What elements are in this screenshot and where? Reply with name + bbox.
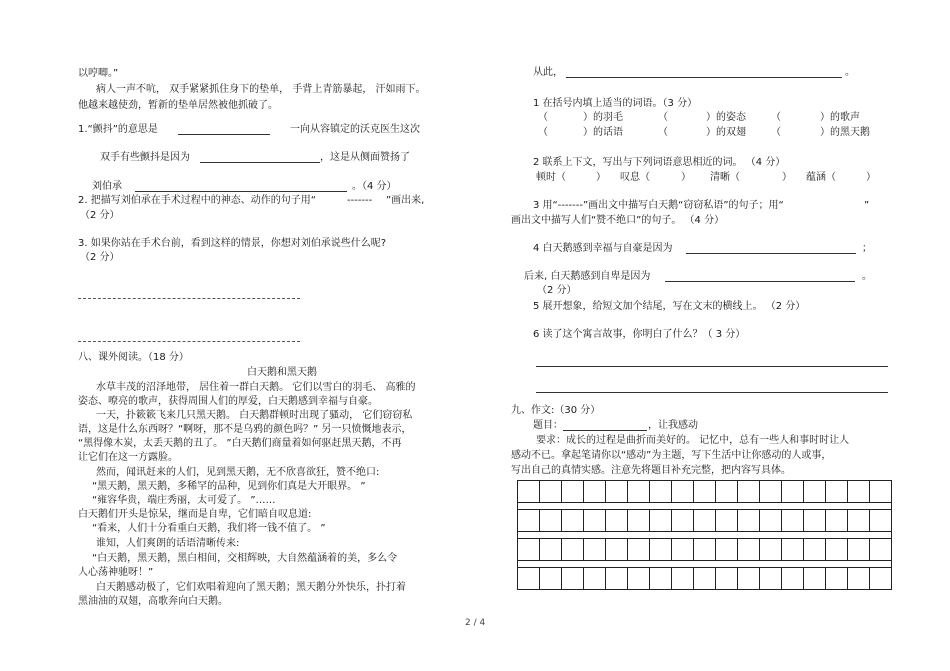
grid-cell[interactable] <box>562 510 584 532</box>
grid-cell[interactable] <box>584 568 606 590</box>
grid-row-gap <box>518 503 892 510</box>
paren: （ <box>771 127 781 138</box>
grid-cell[interactable] <box>760 539 782 561</box>
grid-cell[interactable] <box>826 568 848 590</box>
paren: ） <box>782 172 792 183</box>
grid-cell[interactable] <box>540 568 562 590</box>
grid-cell[interactable] <box>782 568 804 590</box>
fill-item: ）的姿态 <box>706 112 746 123</box>
question-1-score: 。（4 分） <box>352 181 397 192</box>
paren: （ <box>538 112 548 123</box>
grid-cell[interactable] <box>584 481 606 503</box>
grid-cell[interactable] <box>694 539 716 561</box>
fill-item: ）的双翅 <box>706 127 746 138</box>
grid-cell[interactable] <box>870 539 892 561</box>
grid-cell[interactable] <box>672 568 694 590</box>
section-9-heading: 九、作文:（30 分） <box>511 405 601 416</box>
grid-cell[interactable] <box>738 539 760 561</box>
grid-cell[interactable] <box>540 539 562 561</box>
word-item: 顿时（ <box>536 172 566 183</box>
fill-item: ）的歌声 <box>820 112 860 123</box>
grid-cell[interactable] <box>628 539 650 561</box>
grid-cell[interactable] <box>540 510 562 532</box>
essay-topic: 题目： <box>533 420 563 431</box>
grid-cell[interactable] <box>606 510 628 532</box>
answer-blank[interactable] <box>686 253 856 254</box>
grid-cell[interactable] <box>848 539 870 561</box>
answer-line[interactable] <box>78 341 300 342</box>
grid-row-gap <box>518 561 892 568</box>
passage-line: “黑天鹅，黑天鹅，多稀罕的品种，见到你们真是大开眼界。 ” <box>92 481 366 492</box>
composition-grid[interactable] <box>517 480 892 590</box>
word-item: 清晰（ <box>710 172 740 183</box>
grid-row <box>518 539 892 561</box>
essay-requirement: 感动不已。拿起笔请你以“感动”为主题，写下生活中让你感动的人或事， <box>511 450 832 461</box>
question-4-score: （2 分） <box>537 285 577 296</box>
essay-requirement: 要求：成长的过程是曲折而美好的。 记忆中，总有一些人和事时时让人 <box>536 435 850 446</box>
answer-blank[interactable] <box>200 162 320 163</box>
grid-cell[interactable] <box>628 510 650 532</box>
grid-cell[interactable] <box>694 481 716 503</box>
passage-line: 让它们在这一方露脸。 <box>78 452 178 463</box>
fill-item: ）的羽毛 <box>583 112 623 123</box>
passage-line: 水草丰茂的沼泽地带， 居住着一群白天鹅。 它们以雪白的羽毛、 高雅的 <box>96 382 416 393</box>
question-4-text: 后来, 白天鹅感到自卑是因为 <box>524 271 651 282</box>
word-item: 蕴涵（ <box>806 172 836 183</box>
passage-line: “白天鹅，黑天鹅，黑白相间，交相辉映，大自然蕴涵着的美，多么令 <box>92 553 398 564</box>
grid-cell[interactable] <box>738 510 760 532</box>
grid-cell[interactable] <box>584 510 606 532</box>
grid-cell[interactable] <box>760 568 782 590</box>
passage-line: 白天鹅感动极了，它们欢唱着迎向了黑天鹅；黑天鹅分外快乐，扑打着 <box>96 582 406 593</box>
grid-cell[interactable] <box>826 481 848 503</box>
grid-cell[interactable] <box>694 568 716 590</box>
paren: ） <box>596 172 606 183</box>
question-6-text: 6 读了这个寓言故事，你明白了什么？（ 3 分） <box>533 329 746 340</box>
grid-cell[interactable] <box>606 481 628 503</box>
grid-cell[interactable] <box>804 510 826 532</box>
question-4-text: 。 <box>862 271 872 282</box>
question-3-text: 画出文中描写人们“赞不绝口”的句子。 （4 分） <box>511 215 725 226</box>
question-1-text: 刘伯承 <box>92 181 122 192</box>
grid-cell[interactable] <box>782 539 804 561</box>
grid-cell[interactable] <box>782 510 804 532</box>
grid-row <box>518 510 892 532</box>
essay-requirement: 写出自己的真情实感。注意先将题目补充完整，把内容写具体。 <box>511 465 791 476</box>
grid-cell[interactable] <box>826 510 848 532</box>
grid-cell[interactable] <box>804 568 826 590</box>
question-1-text: 1.“颤抖”的意思是 <box>78 124 158 135</box>
answer-line[interactable] <box>536 392 888 393</box>
essay-topic: ，让我感动 <box>648 420 698 431</box>
answer-line[interactable] <box>78 298 300 299</box>
passage-line: “黑得像木炭，太丢天鹅的丑了。 ”白天鹅们商量着如何驱赶黑天鹅，不再 <box>78 438 402 449</box>
grid-cell[interactable] <box>518 539 540 561</box>
question-2-score: （2 分） <box>80 210 120 221</box>
answer-line[interactable] <box>536 366 888 367</box>
grid-cell[interactable] <box>540 481 562 503</box>
grid-cell[interactable] <box>628 481 650 503</box>
passage-line: 一天，扑簌簌飞来几只黑天鹅。 白天鹅群顿时出现了骚动， 它们窃窃私 <box>96 410 413 421</box>
grid-cell[interactable] <box>672 510 694 532</box>
text-line: 从此， <box>533 67 563 78</box>
grid-cell[interactable] <box>518 481 540 503</box>
text-line: 病人一声不吭， 双手紧紧抓住身下的垫单， 手背上青筋暴起， 汗如雨下。 <box>96 84 426 95</box>
passage-line: 语，这是什么东西呀？“啊呀，那不是乌鸦的颜色吗？” 另一只愤慨地表示， <box>78 424 412 435</box>
grid-cell[interactable] <box>760 481 782 503</box>
grid-cell[interactable] <box>848 481 870 503</box>
question-1-text: 一向从容镇定的沃克医生这次 <box>290 124 420 135</box>
question-2-text: 2 联系上下文，写出与下列词语意思相近的词。 （4 分） <box>533 157 786 168</box>
section-8-heading: 八、课外阅读。（18 分） <box>78 352 189 363</box>
grid-cell[interactable] <box>672 481 694 503</box>
question-2-text: 2. 把描写刘伯承在手术过程中的神态、动作的句子用“ <box>78 195 316 206</box>
question-3-text: ” <box>864 200 870 211</box>
question-4-text: 4 白天鹅感到幸福与自豪是因为 <box>533 243 673 254</box>
grid-row <box>518 568 892 590</box>
grid-cell[interactable] <box>738 481 760 503</box>
question-1-text: 双手有些颤抖是因为 <box>100 152 190 163</box>
paren: （ <box>538 127 548 138</box>
grid-cell[interactable] <box>716 510 738 532</box>
passage-line: “雍容华贵，端庄秀丽，太可爱了。 ”…… <box>92 495 276 506</box>
answer-blank[interactable] <box>665 281 855 282</box>
grid-cell[interactable] <box>804 539 826 561</box>
grid-cell[interactable] <box>782 481 804 503</box>
grid-cell[interactable] <box>848 510 870 532</box>
paren: ） <box>681 172 691 183</box>
grid-row <box>518 481 892 503</box>
grid-cell[interactable] <box>562 481 584 503</box>
text-line: 以哼唧。” <box>78 68 119 79</box>
grid-cell[interactable] <box>694 510 716 532</box>
question-4-text: ； <box>862 243 872 254</box>
grid-cell[interactable] <box>716 568 738 590</box>
paren: ） <box>866 172 876 183</box>
passage-line: 姿态、嘹亮的歌声，获得周围人们的厚爱，白天鹅感到幸福与自豪。 <box>78 396 378 407</box>
grid-cell[interactable] <box>606 568 628 590</box>
question-3-text: 3 用“-------”画出文中描写白天鹅“窃窃私语”的句子；用“ <box>533 200 784 211</box>
grid-cell[interactable] <box>628 568 650 590</box>
question-1-text: ，这是从侧面赞扬了 <box>320 152 410 163</box>
text-line: 他越来越使劲，暂新的垫单居然被他抓破了。 <box>78 100 278 111</box>
passage-line: “看来，人们十分看重白天鹅，我们将一钱不值了。 ” <box>92 523 326 534</box>
question-3-score: （2 分） <box>80 252 120 263</box>
question-3-text: 3. 如果你站在手术台前，看到这样的情景，你想对刘伯承说些什么呢? <box>78 238 387 249</box>
fill-item: ）的黑天鹅 <box>820 127 870 138</box>
grid-cell[interactable] <box>804 481 826 503</box>
grid-cell[interactable] <box>848 568 870 590</box>
topic-blank[interactable] <box>563 430 647 431</box>
grid-cell[interactable] <box>870 568 892 590</box>
grid-cell[interactable] <box>760 510 782 532</box>
question-5-text: 5 展开想象，给短文加个结尾，写在文末的横线上。 （2 分） <box>533 301 806 312</box>
answer-blank[interactable] <box>178 134 270 135</box>
grid-cell[interactable] <box>650 539 672 561</box>
passage-line: 然而，闻讯赶来的人们，见到黑天鹅，无不欣喜欲狂，赞不绝口: <box>96 467 380 478</box>
paren: （ <box>658 127 668 138</box>
grid-cell[interactable] <box>826 539 848 561</box>
grid-cell[interactable] <box>518 568 540 590</box>
word-item: 叹息（ <box>620 172 650 183</box>
passage-title: 白天鹅和黑天鹅 <box>247 367 317 378</box>
grid-cell[interactable] <box>870 510 892 532</box>
paren: （ <box>658 112 668 123</box>
paren: （ <box>771 112 781 123</box>
grid-cell[interactable] <box>738 568 760 590</box>
grid-cell[interactable] <box>870 481 892 503</box>
passage-line: 谁知，人们爽朗的话语清晰传来: <box>96 538 240 549</box>
grid-cell[interactable] <box>606 539 628 561</box>
passage-line: 人心荡神驰呀！” <box>78 567 154 578</box>
grid-cell[interactable] <box>716 481 738 503</box>
grid-cell[interactable] <box>518 510 540 532</box>
grid-row-gap <box>518 532 892 539</box>
grid-cell[interactable] <box>562 539 584 561</box>
answer-blank[interactable] <box>566 77 842 78</box>
grid-cell[interactable] <box>650 510 672 532</box>
grid-cell[interactable] <box>716 539 738 561</box>
question-1-text: 1 在括号内填上适当的词语。（3 分） <box>533 98 698 109</box>
grid-cell[interactable] <box>672 539 694 561</box>
dash-mark: ------- <box>347 195 373 206</box>
fill-item: ）的话语 <box>583 127 623 138</box>
page-number: 2 / 4 <box>465 618 486 628</box>
grid-cell[interactable] <box>562 568 584 590</box>
passage-line: 黑油油的双翅，高歌奔向白天鹅。 <box>78 596 228 607</box>
answer-blank[interactable] <box>135 191 347 192</box>
grid-cell[interactable] <box>650 568 672 590</box>
text-line: 。 <box>845 67 855 78</box>
grid-cell[interactable] <box>584 539 606 561</box>
passage-line: 白天鹅们开头是惊呆，继而是自卑，它们暗自叹息道: <box>78 509 312 520</box>
question-2-text: ”画出来, <box>386 195 425 206</box>
grid-cell[interactable] <box>650 481 672 503</box>
